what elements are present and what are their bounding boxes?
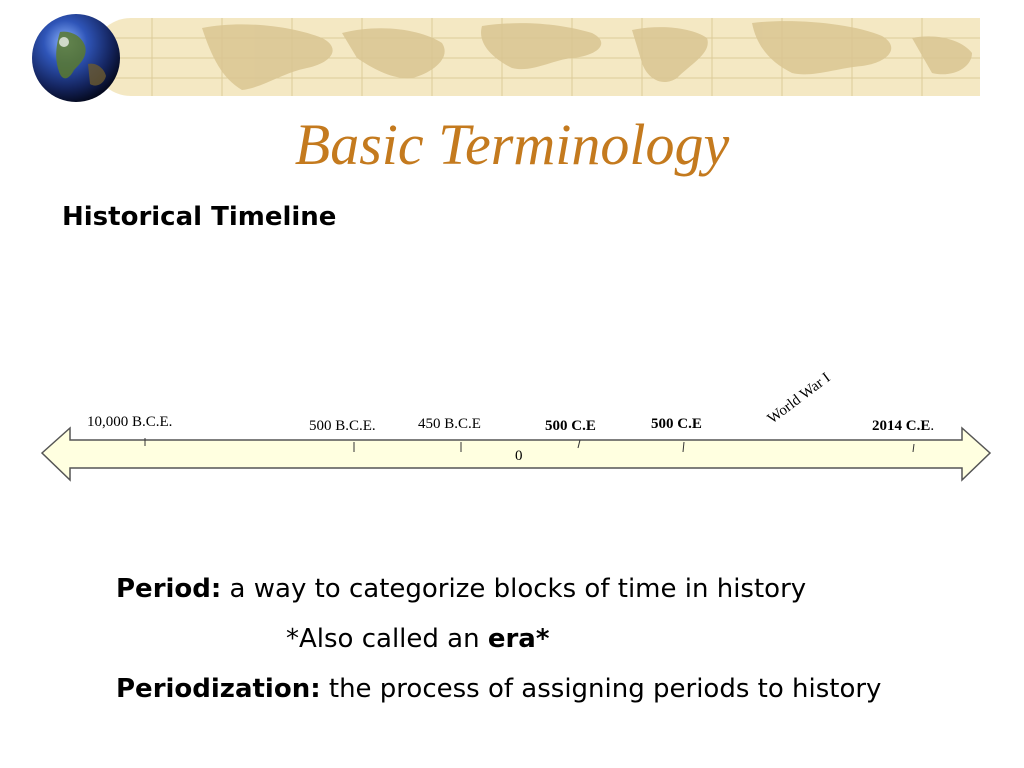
definition-period [116,574,806,604]
timeline-label-2014-ce [872,418,934,434]
definition-periodization [116,674,881,704]
timeline-label-2014-ce-text: 2014 C.E [872,418,931,434]
world-map-banner [92,18,980,96]
definition-era-note [286,624,549,654]
historical-timeline [0,340,1024,510]
timeline-zero-label: 0 [515,448,523,464]
timeline-label-10000-bce: 10,000 B.C.E. [87,414,173,430]
timeline-label-500-ce-a: 500 C.E [545,418,596,434]
term-era: era* [487,624,550,654]
world-map-graphic [92,18,980,96]
era-note-prefix: *Also called an [286,624,488,654]
timeline-label-450-bce: 450 B.C.E [418,416,481,432]
timeline-label-2014-ce-suffix: . [930,418,935,434]
slide-title: Basic Terminology [294,112,730,177]
definition-period-text: a way to categorize blocks of time in history [221,574,807,604]
definition-periodization-text: the process of assigning periods to history [320,674,882,704]
timeline-label-500-ce-b: 500 C.E [651,416,702,432]
slide-subtitle: Historical Timeline [62,202,337,232]
timeline-event-world-war-i: World War I [764,369,834,428]
timeline-label-500-bce: 500 B.C.E. [309,418,376,434]
term-period: Period: [116,574,222,604]
term-periodization: Periodization: [116,674,321,704]
globe-icon [30,12,122,104]
